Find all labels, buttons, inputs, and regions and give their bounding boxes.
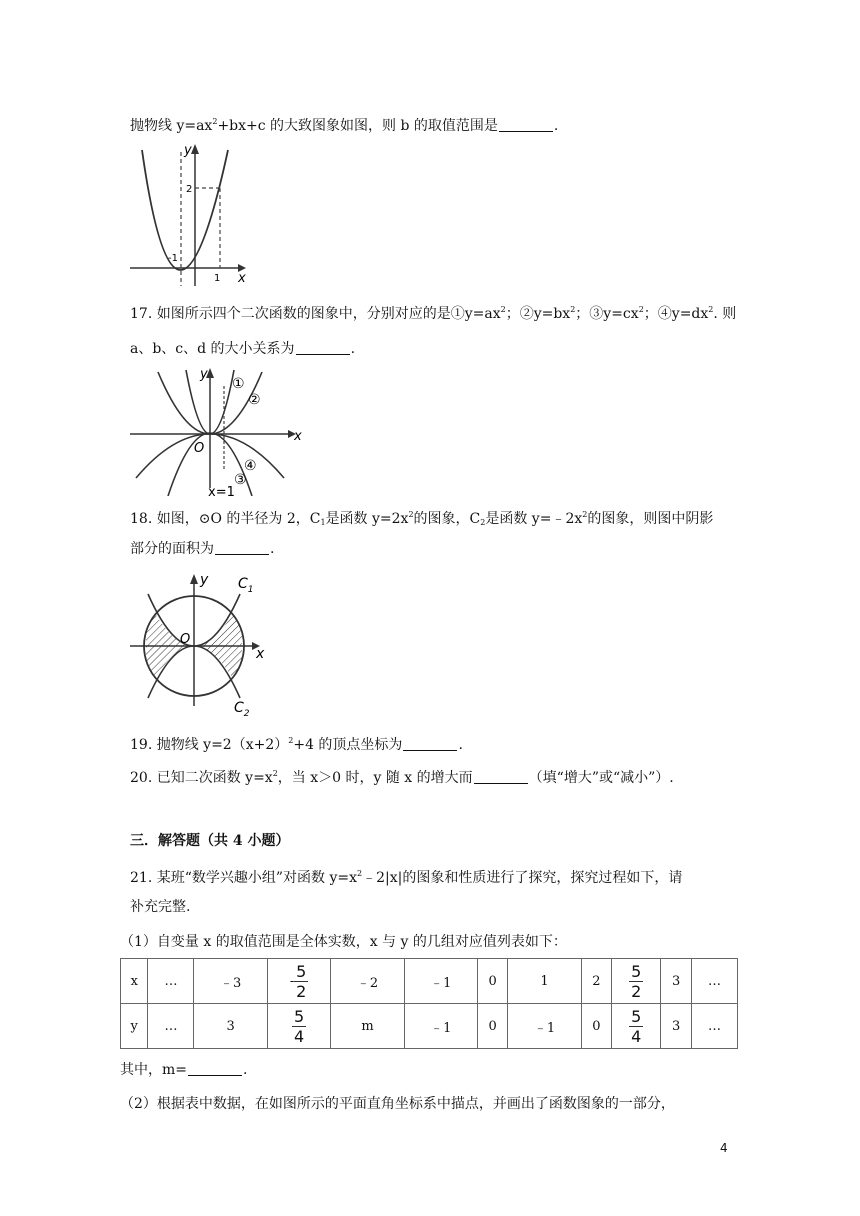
q19-line: 19. 抛物线 $y=2(x+2)^2+4$ 的顶点坐标为 . bbox=[130, 736, 463, 753]
table-row-y bbox=[121, 1004, 738, 1049]
fig17-origin: O bbox=[194, 441, 205, 456]
table-cell: 2 bbox=[581, 959, 612, 1004]
table-cell bbox=[267, 1004, 331, 1049]
fig18-c1: C bbox=[238, 576, 248, 592]
table-cell: y bbox=[121, 1004, 148, 1049]
fig16-label-2: 2 bbox=[186, 184, 193, 195]
q18-line2: 部分的面积为 . bbox=[130, 541, 275, 557]
table-cell bbox=[612, 959, 661, 1004]
fig17-curve1: ① bbox=[232, 376, 245, 392]
answer-blank[interactable] bbox=[403, 736, 457, 751]
table-cell: 0 bbox=[477, 959, 508, 1004]
q17-line2: a、b、c、d 的大小关系为 . bbox=[130, 341, 356, 357]
page-number: 4 bbox=[720, 1141, 728, 1155]
table-row-x bbox=[121, 959, 738, 1004]
table-cell: 3 bbox=[661, 959, 692, 1004]
q20-line: 20. 已知二次函数 $y=x^2$，当 x＞0 时，y 随 x 的增大而 （填“增大”或“减小”）. bbox=[130, 769, 674, 786]
table-cell: 0 bbox=[581, 1004, 612, 1049]
q17-line1: 17. 如图所示四个二次函数的图象中，分别对应的是$①y=ax^2$；$②y=bx^2$；$③y=cx^2$；$④y=dx^2$. 则 bbox=[130, 305, 737, 322]
section-title: 三．解答题（共 4 小题） bbox=[130, 833, 290, 849]
fig18-c2: C bbox=[234, 700, 244, 716]
fig18-c1-sub: 1 bbox=[247, 585, 254, 595]
fig17-y-label: y bbox=[200, 367, 208, 382]
fraction: $\frac{5}{4}$ bbox=[631, 1006, 642, 1046]
q16-line: 抛物线 $y=ax^2+bx+c$ 的大致图象如图，则 b 的取值范围是 . bbox=[130, 117, 559, 134]
table-cell: m bbox=[331, 1004, 404, 1049]
table-cell: ﹣1 bbox=[404, 959, 477, 1004]
fig17-curve4: ④ bbox=[244, 458, 257, 474]
answer-blank[interactable] bbox=[296, 340, 350, 355]
svg-text:C2 bbox=[234, 700, 250, 716]
table-cell: 0 bbox=[477, 1004, 508, 1049]
fig16-y-label: y bbox=[184, 143, 192, 158]
fig17-xeq1: x=1 bbox=[208, 485, 235, 496]
fig18-y-label: y bbox=[200, 572, 209, 588]
table-cell: ﹣3 bbox=[194, 959, 267, 1004]
table-cell: x bbox=[121, 959, 148, 1004]
table-cell: 3 bbox=[661, 1004, 692, 1049]
fig18-x-label: x bbox=[256, 646, 265, 662]
q21-part1: （1）自变量 x 的取值范围是全体实数，x 与 y 的几组对应值列表如下： bbox=[120, 934, 567, 950]
fig17-curve3: ③ bbox=[234, 472, 247, 488]
figure-17-parabolas bbox=[128, 366, 308, 496]
table-cell: … bbox=[691, 1004, 737, 1049]
table-cell: ﹣1 bbox=[508, 1004, 581, 1049]
figure-18-circle bbox=[128, 566, 268, 716]
table-cell: 3 bbox=[194, 1004, 267, 1049]
table-cell: … bbox=[148, 1004, 194, 1049]
table-cell: ﹣2 bbox=[331, 959, 404, 1004]
answer-blank[interactable] bbox=[474, 769, 528, 784]
fig16-label-1: 1 bbox=[214, 273, 221, 284]
fig16-label-neg1: -1 bbox=[168, 253, 178, 264]
fig18-c2-sub: 2 bbox=[243, 709, 250, 716]
table-cell: ﹣1 bbox=[404, 1004, 477, 1049]
fraction: $\frac{5}{4}$ bbox=[293, 1006, 305, 1046]
table-cell: … bbox=[148, 959, 194, 1004]
figure-16-parabola bbox=[128, 140, 253, 288]
answer-blank[interactable] bbox=[499, 117, 553, 132]
values-table bbox=[120, 958, 738, 1049]
fig18-origin: O bbox=[180, 632, 191, 647]
answer-blank[interactable] bbox=[188, 1061, 242, 1076]
table-cell: 1 bbox=[508, 959, 581, 1004]
fraction: $\frac{5}{2}$ bbox=[296, 961, 307, 1001]
q21-line1: 21. 某班“数学兴趣小组”对函数 $y=x^2﹣2|x|$的图象和性质进行了探究，探究过程如下，请 bbox=[130, 869, 683, 886]
answer-blank[interactable] bbox=[215, 540, 269, 555]
q21-part2: （2）根据表中数据，在如图所示的平面直角坐标系中描点，并画出了函数图象的一部分， bbox=[120, 1096, 675, 1112]
q21-line2: 补充完整. bbox=[130, 899, 191, 915]
q18-line1: 18. 如图，⊙O 的半径为 2，C1是函数 $y=2x^2$的图象，C2是函数 $y=﹣2x^2$的图象，则图中阴影 bbox=[130, 510, 714, 527]
fig16-x-label: x bbox=[238, 271, 246, 286]
table-cell: … bbox=[691, 959, 737, 1004]
fig17-curve2: ② bbox=[248, 392, 261, 408]
q21-m-line: 其中，m= . bbox=[120, 1062, 248, 1078]
table-cell: - $\frac{5}{2}$ bbox=[267, 959, 331, 1004]
table-cell bbox=[612, 1004, 661, 1049]
fig17-x-label: x bbox=[294, 429, 302, 444]
fraction: $\frac{5}{2}$ bbox=[631, 961, 642, 1001]
svg-text:C1 bbox=[238, 576, 254, 595]
